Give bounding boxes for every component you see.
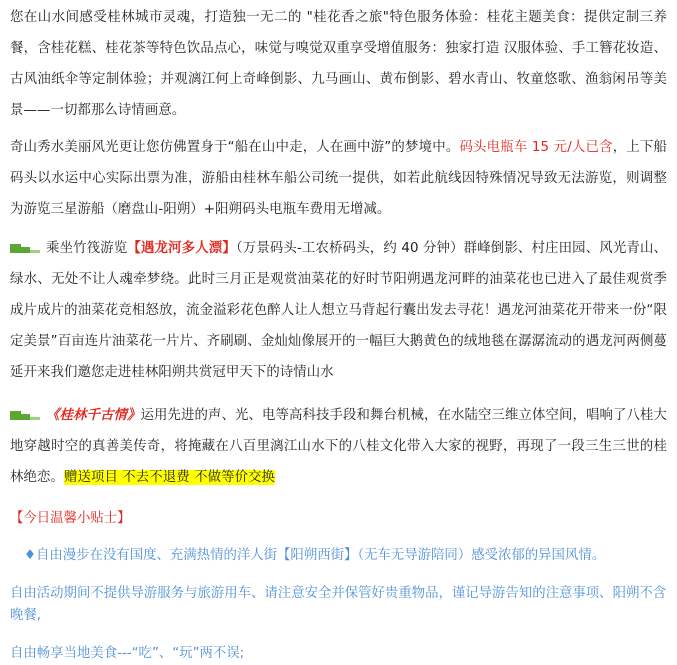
show-details: 运用先进的声、光、电等高科技手段和舞台机械，在水陆空三维立体空间，唱响了八桂大地穿越时空的真善美传奇，将掩藏在八百里漓江山水下的八桂文化带入大家的视野，再现了一段三生三世的桂林绝恋。 bbox=[10, 408, 667, 485]
intro-paragraph: 您在山水间感受桂林城市灵魂，打造独一无二的 "桂花香之旅"特色服务体验：桂花主题美食：提供定制三养餐，含桂花糕、桂花茶等特色饮品点心，味觉与嗅觉双重享受增值服务：独家打造 汉服体验、手工簪花妆造、古风油纸伞等定制体验；并观漓江何上奇峰倒影、九马画山、黄布倒影、碧水青山、牧童悠歌、渔翁闲吊等美景——一切都那么诗情画意。 bbox=[10, 10, 667, 118]
river-cruise-details: ，上下船码头以水运中心实际出票为准，游船由桂林车船公司统一提供，如若此航线因特殊情况导致无法游览，则调整为游览三星游船（磨盘山-阳朔）+阳朔码头电瓶车费用无增减。 bbox=[10, 140, 668, 217]
show-paragraph bbox=[10, 400, 667, 493]
diamond-bullet-icon: ♦ bbox=[24, 548, 37, 563]
gift-item-highlight: 赠送项目 不去不退费 不做等价交换 bbox=[63, 470, 276, 485]
yulong-river-title: 【遇龙河多人漂】 bbox=[127, 241, 236, 256]
river-cruise-paragraph bbox=[10, 132, 667, 225]
tips-title: 【今日温馨小贴士】 bbox=[10, 511, 131, 526]
tips-line-food: 自由畅享当地美食---“吃”、“玩”两不误; bbox=[10, 646, 245, 661]
green-bars-icon bbox=[10, 241, 40, 253]
shuttle-fee-note: 码头电瓶车 15 元/人已含 bbox=[459, 140, 613, 155]
bamboo-raft-paragraph bbox=[10, 233, 667, 388]
guilin-show-title: 《桂林千古情》 bbox=[46, 408, 141, 423]
bamboo-raft-lead: 乘坐竹筏游览 bbox=[46, 241, 128, 256]
tips-line-1-text: 自由漫步在没有国度、充满热情的洋人街【阳朔西街】（无车无导游陪同）感受浓郁的异国风情。 bbox=[36, 548, 606, 563]
tips-line-free-time: 自由活动期间不提供导游服务与旅游用车、请注意安全并保管好贵重物品，谨记导游告知的注意事项、阳朔不含晚餐, bbox=[10, 586, 667, 623]
bamboo-raft-details: （万景码头-工农桥码头，约 40 分钟）群峰倒影、村庄田园、风光青山、绿水、无处不让人魂牵梦绕。此时三月正是观赏油菜花的好时节阳朔遇龙河畔的油菜花也已进入了最佳观赏季成片成片的油菜花竞相怒放，流金溢彩花色醉人让人想立马背起行囊出发去寻花！遇龙河油菜花开带来一份“限定美景”百亩连片油菜花一片片、齐刷刷、金灿灿像展开的一幅巨大鹅黄色的绒地毯在潺潺流动的遇龙河两侧蔓延开来我们邀您走进桂林阳朔共赏冠甲天下的诗情山水 bbox=[10, 241, 667, 380]
river-cruise-text: 奇山秀水美丽风光更让您仿佛置身于“船在山中走，人在画中游”的梦境中。 bbox=[10, 140, 460, 155]
green-bars-icon bbox=[10, 408, 40, 420]
tips-line-west-street bbox=[10, 545, 667, 567]
